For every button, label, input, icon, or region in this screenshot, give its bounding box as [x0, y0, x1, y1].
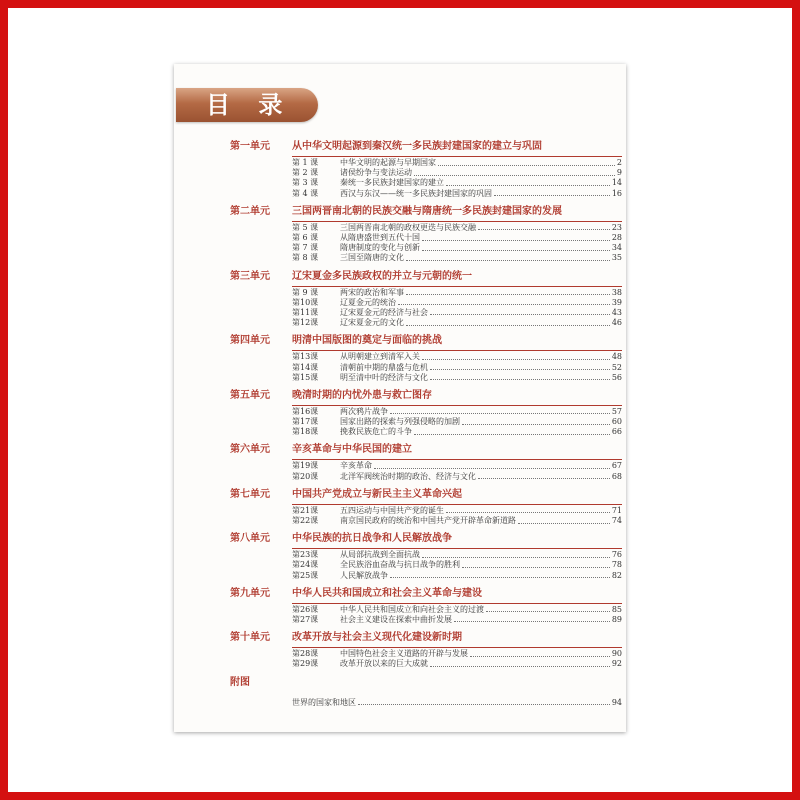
- page-number: 23: [611, 222, 622, 232]
- unit-title: 中国共产党成立与新民主主义革命兴起: [292, 488, 462, 500]
- lesson-number: 第24课: [292, 560, 319, 570]
- unit-heading: [230, 388, 622, 404]
- dot-leader: [486, 611, 610, 612]
- lesson-list: [292, 352, 622, 383]
- unit-underline: [292, 405, 622, 406]
- appendix-item: [292, 697, 622, 707]
- unit-heading: [230, 204, 622, 220]
- dot-leader: [430, 379, 610, 380]
- lesson-item: [292, 373, 622, 383]
- lesson-number: 第27课: [292, 614, 319, 624]
- unit-title: 中华人民共和国成立和社会主义革命与建设: [292, 587, 482, 599]
- lesson-title: 北洋军阀统治时期的政治、经济与文化: [340, 471, 476, 481]
- lesson-list: [292, 605, 622, 625]
- lesson-number: 第10课: [292, 297, 319, 307]
- lesson-list: [292, 407, 622, 438]
- lesson-item: [292, 516, 622, 526]
- unit-underline: [292, 548, 622, 549]
- dot-leader: [374, 468, 610, 469]
- lesson-title: 三国至隋唐的文化: [340, 253, 404, 263]
- lesson-number: 第28课: [292, 649, 319, 659]
- appendix-label: 附图: [230, 677, 250, 689]
- unit-heading: [230, 586, 622, 602]
- unit-underline: [292, 603, 622, 604]
- unit-heading: [230, 630, 622, 646]
- lesson-item: [292, 243, 622, 253]
- lesson-list: [292, 506, 622, 526]
- lesson-title: 中国特色社会主义道路的开辟与发展: [340, 649, 468, 659]
- page-number: 89: [611, 614, 622, 624]
- lesson-item: [292, 298, 622, 308]
- unit-label: 第七单元: [230, 488, 270, 500]
- page-number: 66: [611, 427, 622, 437]
- page-number: 39: [611, 297, 622, 307]
- dot-leader: [406, 260, 610, 261]
- lesson-item: [292, 649, 622, 659]
- page-number: 90: [611, 649, 622, 659]
- dot-leader: [430, 314, 610, 315]
- page-number: 94: [611, 697, 622, 707]
- dot-leader: [390, 413, 610, 414]
- dot-leader: [422, 250, 610, 251]
- lesson-title: 两次鸦片战争: [340, 406, 388, 416]
- page-number: 34: [611, 243, 622, 253]
- dot-leader: [414, 175, 615, 176]
- lesson-item: [292, 605, 622, 615]
- lesson-number: 第26课: [292, 604, 319, 614]
- lesson-item: [292, 659, 622, 669]
- unit-heading: [230, 139, 622, 155]
- unit-heading: [230, 487, 622, 503]
- lesson-number: 第 2 课: [292, 168, 319, 178]
- lesson-item: [292, 178, 622, 188]
- lesson-title: 辽宋夏金元的经济与社会: [340, 307, 428, 317]
- book-page: [174, 64, 626, 732]
- unit-label: 第八单元: [230, 533, 270, 545]
- dot-leader: [406, 325, 610, 326]
- unit-label: 第三单元: [230, 270, 270, 282]
- page-number: 68: [611, 471, 622, 481]
- dot-leader: [494, 195, 610, 196]
- lesson-list: [292, 550, 622, 581]
- unit-label: 第九单元: [230, 587, 270, 599]
- lesson-title: 改革开放以来的巨大成就: [340, 659, 428, 669]
- lesson-number: 第25课: [292, 570, 319, 580]
- lesson-number: 第 5 课: [292, 222, 319, 232]
- dot-leader: [430, 666, 610, 667]
- lesson-title: 南京国民政府的统治和中国共产党开辟革命新道路: [340, 516, 516, 526]
- unit-heading: [230, 333, 622, 349]
- dot-leader: [422, 240, 610, 241]
- lesson-title: 全民族浴血奋战与抗日战争的胜利: [340, 560, 460, 570]
- dot-leader: [446, 185, 610, 186]
- lesson-title: 挽救民族危亡的斗争: [340, 427, 412, 437]
- lesson-title: 三国两晋南北朝的政权更迭与民族交融: [340, 222, 476, 232]
- page-number: 52: [611, 362, 622, 372]
- unit-title: 辛亥革命与中华民国的建立: [292, 444, 412, 456]
- lesson-number: 第17课: [292, 417, 319, 427]
- page-number: 57: [611, 406, 622, 416]
- lesson-item: [292, 158, 622, 168]
- page-number: 74: [611, 516, 622, 526]
- lesson-title: 从局部抗战到全面抗战: [340, 550, 420, 560]
- appendix-item-title: 世界的国家和地区: [292, 697, 356, 707]
- dot-leader: [446, 512, 610, 513]
- lesson-item: [292, 461, 622, 471]
- lesson-number: 第 6 课: [292, 233, 319, 243]
- lesson-number: 第19课: [292, 461, 319, 471]
- lesson-title: 清朝前中期的鼎盛与危机: [340, 362, 428, 372]
- lesson-list: [292, 223, 622, 264]
- page-number: 71: [611, 505, 622, 515]
- dot-leader: [478, 478, 610, 479]
- lesson-title: 社会主义建设在探索中曲折发展: [340, 614, 452, 624]
- lesson-list: [292, 649, 622, 669]
- lesson-title: 从隋唐盛世到五代十国: [340, 233, 420, 243]
- lesson-title: 诸侯纷争与变法运动: [340, 168, 412, 178]
- dot-leader: [438, 165, 615, 166]
- lesson-number: 第 4 课: [292, 188, 319, 198]
- dot-leader: [398, 304, 610, 305]
- unit-label: 第四单元: [230, 335, 270, 347]
- dot-leader: [454, 621, 610, 622]
- dot-leader: [422, 359, 610, 360]
- lesson-item: [292, 506, 622, 516]
- unit-title: 三国两晋南北朝的民族交融与隋唐统一多民族封建国家的发展: [292, 205, 562, 217]
- lesson-number: 第12课: [292, 318, 319, 328]
- lesson-item: [292, 615, 622, 625]
- lesson-title: 辛亥革命: [340, 461, 372, 471]
- dot-leader: [390, 577, 610, 578]
- page-number: 48: [611, 352, 622, 362]
- lesson-number: 第14课: [292, 362, 319, 372]
- dot-leader: [478, 229, 610, 230]
- page-number: 85: [611, 604, 622, 614]
- lesson-item: [292, 318, 622, 328]
- lesson-number: 第18课: [292, 427, 319, 437]
- lesson-number: 第 8 课: [292, 253, 319, 263]
- unit-label: 第十单元: [230, 632, 270, 644]
- unit-title: 改革开放与社会主义现代化建设新时期: [292, 632, 462, 644]
- lesson-title: 中华文明的起源与早期国家: [340, 158, 436, 168]
- lesson-title: 从明朝建立到清军入关: [340, 352, 420, 362]
- dot-leader: [470, 656, 610, 657]
- page-number: 38: [611, 287, 622, 297]
- unit-label: 第一单元: [230, 141, 270, 152]
- lesson-title: 隋唐制度的变化与创新: [340, 243, 420, 253]
- lesson-number: 第29课: [292, 659, 319, 669]
- unit-heading: [230, 269, 622, 285]
- page-number: 28: [611, 233, 622, 243]
- unit-label: 第六单元: [230, 444, 270, 456]
- page-number: 60: [611, 417, 622, 427]
- title-banner: [176, 88, 318, 122]
- unit-title: 中华民族的抗日战争和人民解放战争: [292, 533, 452, 545]
- lesson-number: 第16课: [292, 406, 319, 416]
- unit-underline: [292, 221, 622, 222]
- lesson-title: 辽夏金元的统治: [340, 297, 396, 307]
- lesson-number: 第 1 课: [292, 158, 319, 168]
- dot-leader: [518, 523, 610, 524]
- dot-leader: [422, 557, 610, 558]
- lesson-title: 明至清中叶的经济与文化: [340, 372, 428, 382]
- lesson-title: 西汉与东汉——统一多民族封建国家的巩固: [340, 188, 492, 198]
- lesson-item: [292, 362, 622, 372]
- unit-underline: [292, 504, 622, 505]
- lesson-list: [292, 288, 622, 329]
- lesson-number: 第22课: [292, 516, 319, 526]
- lesson-item: [292, 427, 622, 437]
- table-of-contents: [230, 136, 622, 708]
- dot-leader: [406, 294, 610, 295]
- page-number: 46: [611, 318, 622, 328]
- lesson-item: [292, 571, 622, 581]
- lesson-title: 中华人民共和国成立和向社会主义的过渡: [340, 604, 484, 614]
- lesson-number: 第23课: [292, 550, 319, 560]
- page-number: 16: [611, 188, 622, 198]
- lesson-item: [292, 168, 622, 178]
- unit-heading: [230, 531, 622, 547]
- unit-label: 第五单元: [230, 389, 270, 401]
- lesson-number: 第11课: [292, 307, 319, 317]
- dot-leader: [358, 704, 610, 705]
- page-number: 92: [611, 659, 622, 669]
- unit-underline: [292, 286, 622, 287]
- lesson-list: [292, 461, 622, 481]
- page-number: 82: [611, 570, 622, 580]
- lesson-item: [292, 560, 622, 570]
- lesson-number: 第 3 课: [292, 178, 319, 188]
- lesson-number: 第 9 课: [292, 287, 319, 297]
- dot-leader: [430, 369, 610, 370]
- page-title: 目 录: [206, 91, 293, 119]
- lesson-number: 第13课: [292, 352, 319, 362]
- lesson-title: 人民解放战争: [340, 570, 388, 580]
- unit-title: 晚清时期的内忧外患与救亡图存: [292, 389, 432, 401]
- lesson-number: 第15课: [292, 372, 319, 382]
- lesson-item: [292, 253, 622, 263]
- page-number: 78: [611, 560, 622, 570]
- lesson-title: 秦统一多民族封建国家的建立: [340, 178, 444, 188]
- lesson-item: [292, 407, 622, 417]
- lesson-number: 第 7 课: [292, 243, 319, 253]
- lesson-title: 国家出路的探索与列强侵略的加剧: [340, 417, 460, 427]
- unit-title: 明清中国版图的奠定与面临的挑战: [292, 335, 442, 347]
- unit-heading: [230, 442, 622, 458]
- lesson-number: 第21课: [292, 505, 319, 515]
- page-number: 2: [616, 158, 622, 168]
- page-number: 14: [611, 178, 622, 188]
- dot-leader: [414, 434, 610, 435]
- unit-title: 辽宋夏金多民族政权的并立与元朝的统一: [292, 270, 472, 282]
- page-number: 35: [611, 253, 622, 263]
- unit-underline: [292, 156, 622, 157]
- page-number: 9: [616, 168, 622, 178]
- lesson-item: [292, 233, 622, 243]
- lesson-item: [292, 308, 622, 318]
- lesson-number: 第20课: [292, 471, 319, 481]
- unit-underline: [292, 647, 622, 648]
- unit-title: 从中华文明起源到秦汉统一多民族封建国家的建立与巩固: [292, 141, 542, 152]
- lesson-title: 辽宋夏金元的文化: [340, 318, 404, 328]
- page-number: 56: [611, 372, 622, 382]
- lesson-item: [292, 223, 622, 233]
- lesson-item: [292, 189, 622, 199]
- lesson-item: [292, 288, 622, 298]
- unit-label: 第二单元: [230, 205, 270, 217]
- lesson-item: [292, 550, 622, 560]
- lesson-title: 两宋的政治和军事: [340, 287, 404, 297]
- lesson-title: 五四运动与中国共产党的诞生: [340, 505, 444, 515]
- dot-leader: [462, 424, 610, 425]
- page-number: 76: [611, 550, 622, 560]
- dot-leader: [462, 567, 610, 568]
- page-number: 43: [611, 307, 622, 317]
- page-number: 67: [611, 461, 622, 471]
- lesson-list: [292, 158, 622, 199]
- lesson-item: [292, 352, 622, 362]
- lesson-item: [292, 417, 622, 427]
- lesson-item: [292, 472, 622, 482]
